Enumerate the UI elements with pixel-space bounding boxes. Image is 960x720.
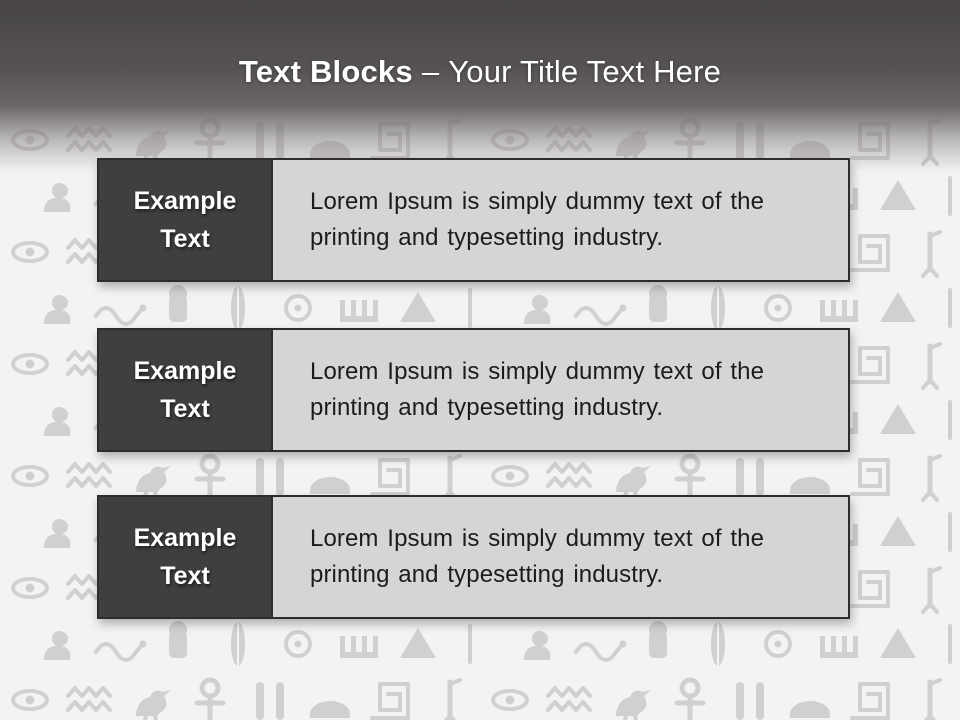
title-regular-text: Your Title Text Here [448, 54, 722, 89]
block-3-body-line2: printing and typesetting industry. [310, 561, 664, 588]
block-1-body-line1: Lorem Ipsum is simply dummy text of the [310, 188, 765, 215]
block-1-label [99, 160, 273, 280]
text-block-row-1 [97, 158, 850, 282]
block-3-label-line1: Example [133, 524, 237, 552]
header-band [0, 0, 960, 172]
block-3-body [273, 497, 848, 617]
block-1-label-line1: Example [133, 187, 237, 215]
title-bold-text: Text Blocks [238, 54, 413, 89]
block-2-label [99, 330, 273, 450]
block-1-body-line2: printing and typesetting industry. [310, 224, 664, 251]
block-2-label-line1: Example [133, 357, 237, 385]
block-2-body-line2: printing and typesetting industry. [310, 394, 664, 421]
block-2-body [273, 330, 848, 450]
text-block-row-2 [97, 328, 850, 452]
block-1-label-line2: Text [160, 225, 210, 253]
title-separator: – [421, 54, 440, 89]
text-block-row-3 [97, 495, 850, 619]
block-3-body-line1: Lorem Ipsum is simply dummy text of the [310, 525, 765, 552]
block-3-label [99, 497, 273, 617]
block-2-body-line1: Lorem Ipsum is simply dummy text of the [310, 358, 765, 385]
block-1-body [273, 160, 848, 280]
block-2-label-line2: Text [160, 395, 210, 423]
block-3-label-line2: Text [160, 562, 210, 590]
slide-title [0, 52, 960, 92]
